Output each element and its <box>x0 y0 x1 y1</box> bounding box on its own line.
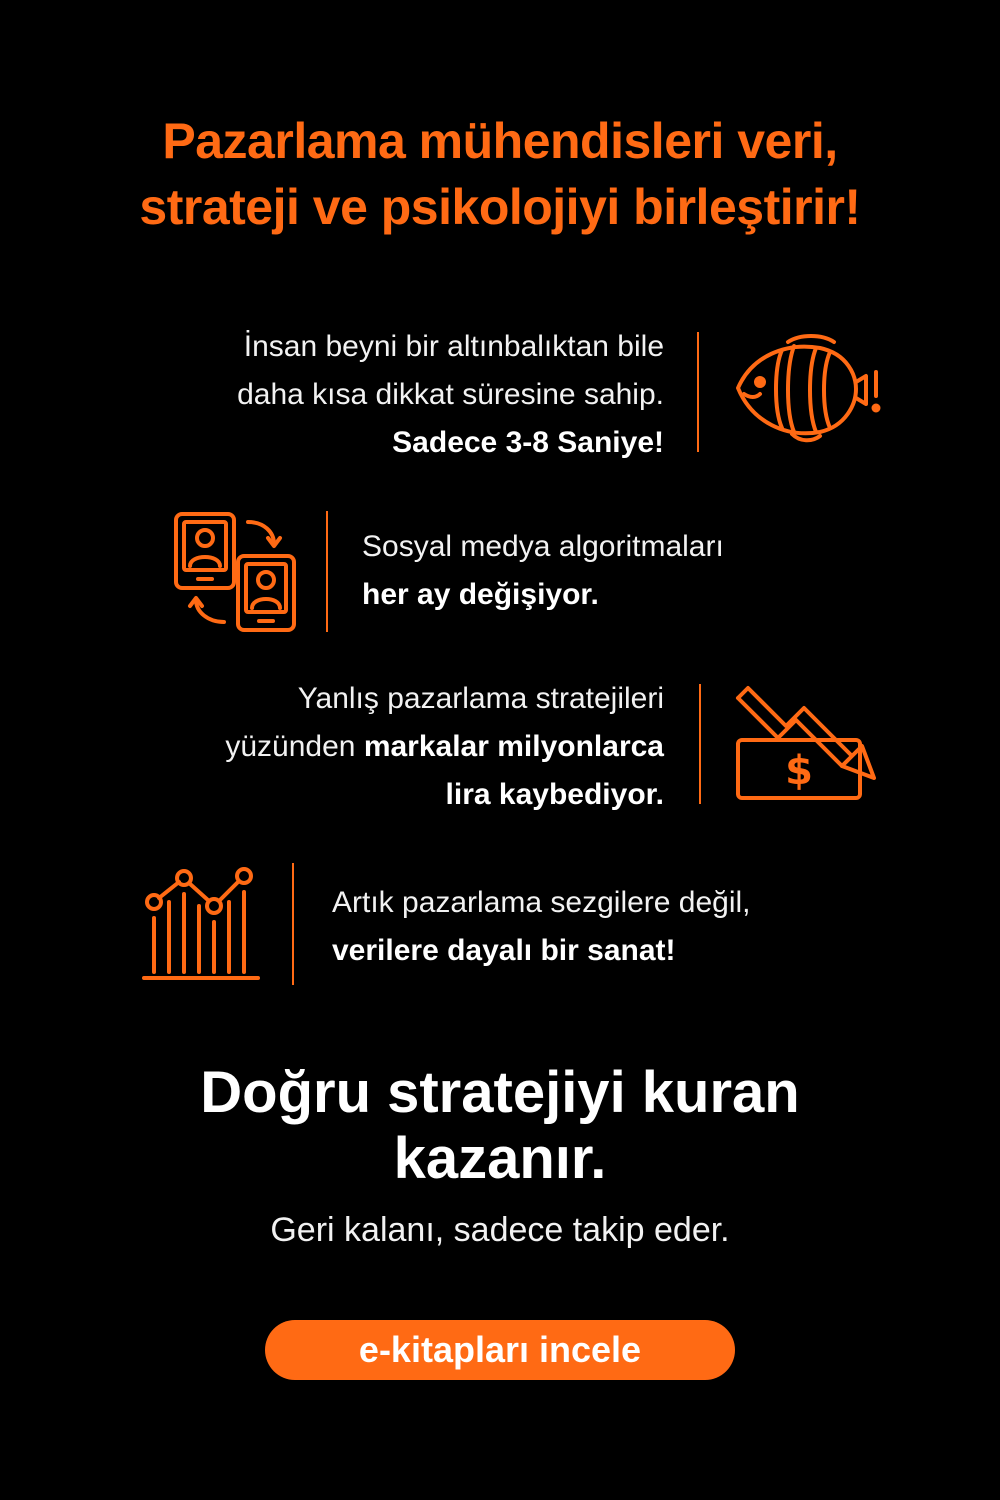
closing-subtitle: Geri kalanı, sadece takip eder. <box>270 1211 730 1249</box>
fact-attention-span <box>80 323 664 467</box>
closing-title <box>0 1060 1000 1192</box>
fact-1-line-1: İnsan beyni bir altınbalıktan bile <box>243 330 664 363</box>
fact-3-line-2-regular: yüzünden <box>225 730 364 763</box>
fact-3-line-2-bold: markalar milyonlarca <box>363 730 664 763</box>
fact-2-line-1: Sosyal medya algoritmaları <box>362 530 724 563</box>
fact-3-line-3: lira kaybediyor. <box>445 778 664 811</box>
divider <box>326 511 328 632</box>
divider <box>697 332 699 452</box>
svg-text:$: $ <box>785 748 813 794</box>
closing-line-1: Doğru stratejiyi kuran <box>200 1060 800 1125</box>
headline-line-1: Pazarlama mühendisleri veri, <box>162 113 838 169</box>
fact-2-line-2: her ay değişiyor. <box>362 578 599 611</box>
fact-1-line-3: Sadece 3-8 Saniye! <box>392 426 664 459</box>
fact-3-line-1: Yanlış pazarlama stratejileri <box>297 682 664 715</box>
fact-social-algorithms <box>362 523 724 619</box>
ebooks-cta-button[interactable]: e-kitapları incele <box>265 1320 735 1380</box>
fact-brand-losses <box>80 675 664 819</box>
divider <box>699 684 701 804</box>
headline-line-2: strateji ve psikolojiyi birleştirir! <box>139 179 861 235</box>
fact-data-driven <box>332 879 751 975</box>
data-chart-icon <box>142 862 262 984</box>
goldfish-icon <box>730 332 885 447</box>
fact-4-line-2: verilere dayalı bir sanat! <box>332 934 676 967</box>
fact-4-line-1: Artık pazarlama sezgilere değil, <box>332 886 751 919</box>
money-loss-icon <box>734 684 880 802</box>
closing-line-2: kazanır. <box>393 1126 607 1191</box>
fact-1-line-2: daha kısa dikkat süresine sahip. <box>237 378 664 411</box>
headline <box>0 108 1000 240</box>
divider <box>292 863 294 985</box>
social-media-phones-icon <box>172 510 298 634</box>
